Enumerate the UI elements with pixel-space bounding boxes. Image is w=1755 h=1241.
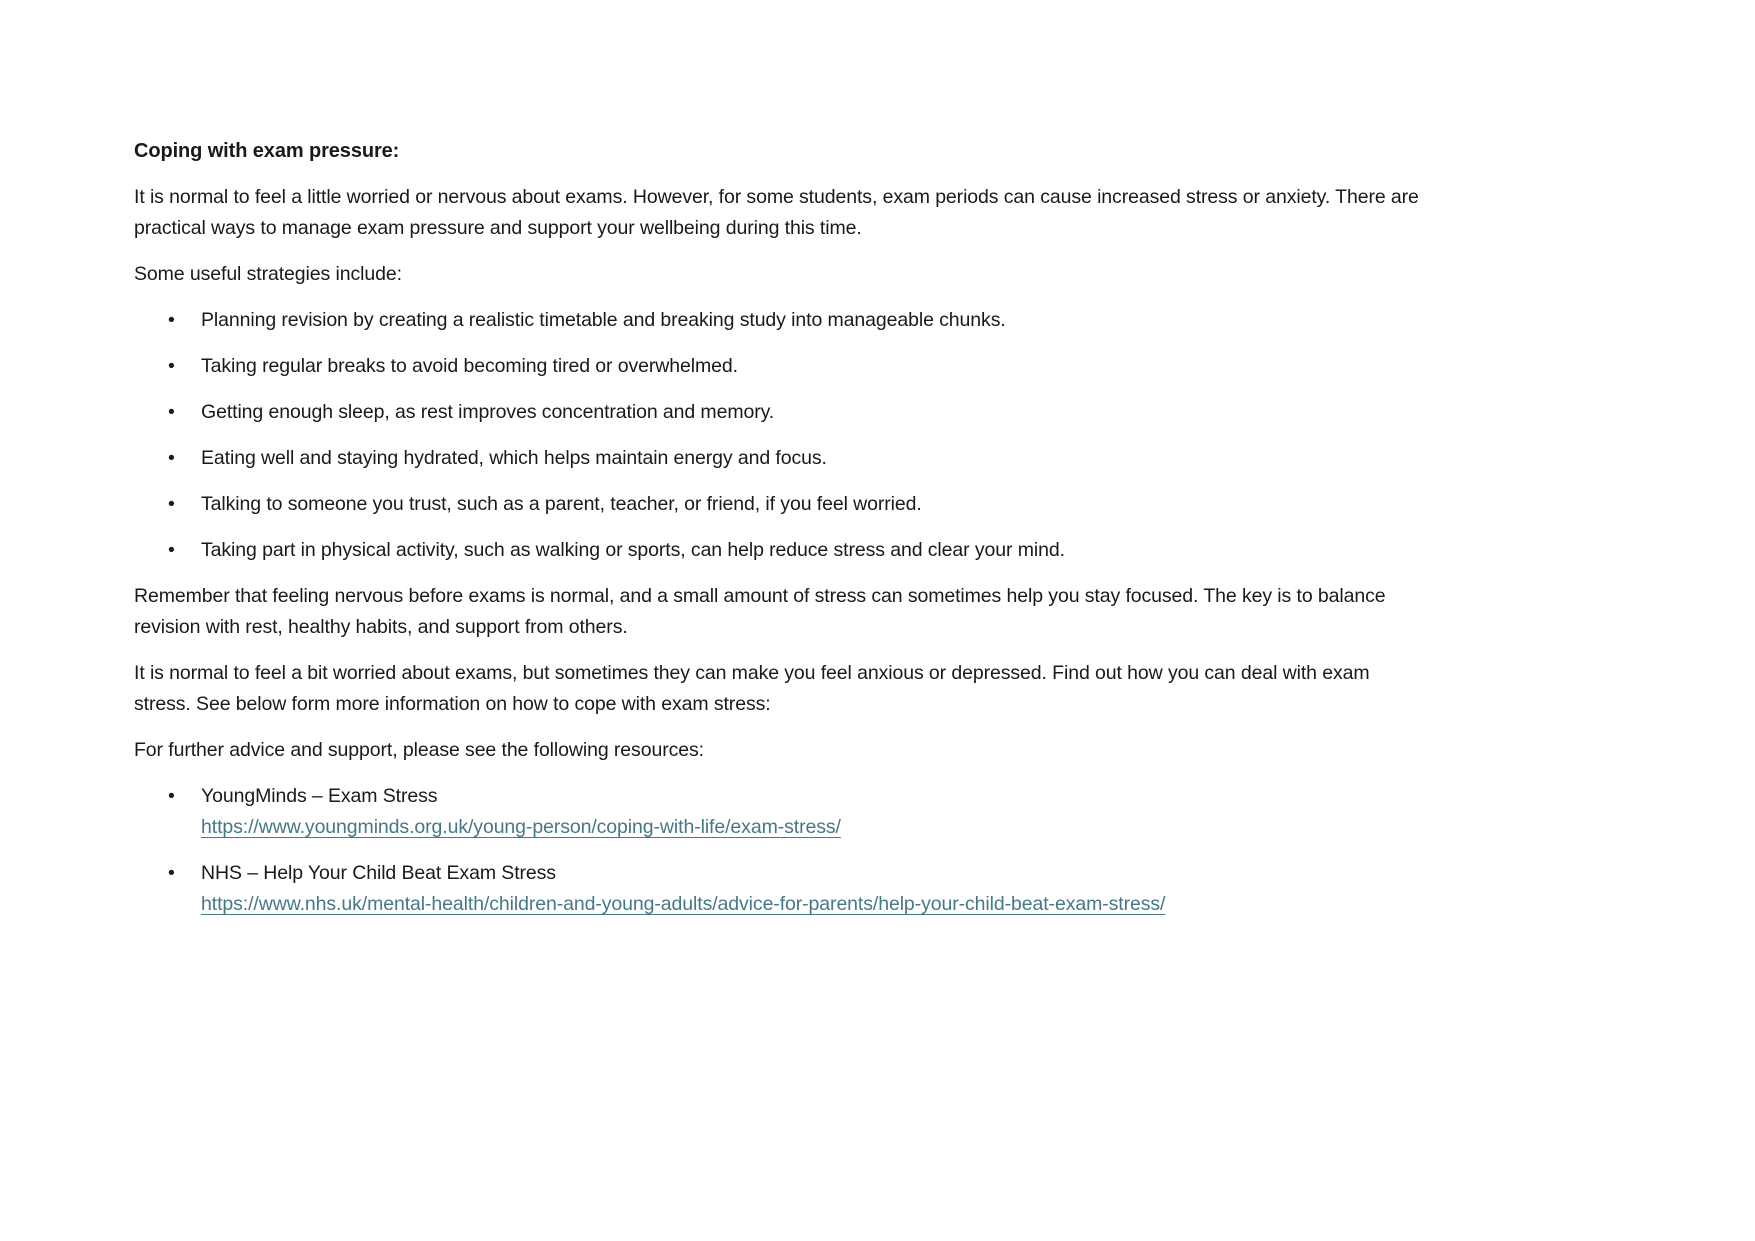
intro-paragraph: It is normal to feel a little worried or nervous about exams. However, for some students, exam periods can cause increased stress or anxiety. There are practical ways to manage exam pressure and support your wellbeing during this time. xyxy=(134,186,1419,239)
resource-label: • YoungMinds – Exam Stress xyxy=(201,785,438,807)
list-item: • Taking regular breaks to avoid becoming tired or overwhelmed. xyxy=(134,351,1426,382)
list-item xyxy=(134,858,1426,920)
deal-paragraph: It is normal to feel a bit worried about exams, but sometimes they can make you feel anxious or depressed. Find out how you can deal with exam stress. See below form more information on how to cope with exam stress: xyxy=(134,662,1370,715)
further-paragraph: For further advice and support, please see the following resources: xyxy=(134,739,704,761)
nhs-link[interactable]: https://www.nhs.uk/mental-health/children-and-young-adults/advice-for-parents/help-your-child-beat-exam-stress/ xyxy=(201,893,1166,915)
list-item: • Eating well and staying hydrated, which helps maintain energy and focus. xyxy=(134,443,1426,474)
strategies-intro: Some useful strategies include: xyxy=(134,263,402,285)
list-item xyxy=(134,781,1426,843)
list-item: • Planning revision by creating a realistic timetable and breaking study into manageable chunks. xyxy=(134,305,1426,336)
page-title: Coping with exam pressure: xyxy=(134,140,400,162)
remember-paragraph: Remember that feeling nervous before exams is normal, and a small amount of stress can sometimes help you stay focused. The key is to balance revision with rest, healthy habits, and support from others. xyxy=(134,585,1386,638)
youngminds-link[interactable]: https://www.youngminds.org.uk/young-person/coping-with-life/exam-stress/ xyxy=(201,816,841,838)
list-item: • Talking to someone you trust, such as a parent, teacher, or friend, if you feel worried. xyxy=(134,489,1426,520)
strategies-list xyxy=(134,305,1426,566)
resources-list xyxy=(134,781,1426,920)
list-item: • Taking part in physical activity, such as walking or sports, can help reduce stress and clear your mind. xyxy=(134,535,1426,566)
list-item: • Getting enough sleep, as rest improves concentration and memory. xyxy=(134,397,1426,428)
resource-label: • NHS – Help Your Child Beat Exam Stress xyxy=(201,862,556,884)
